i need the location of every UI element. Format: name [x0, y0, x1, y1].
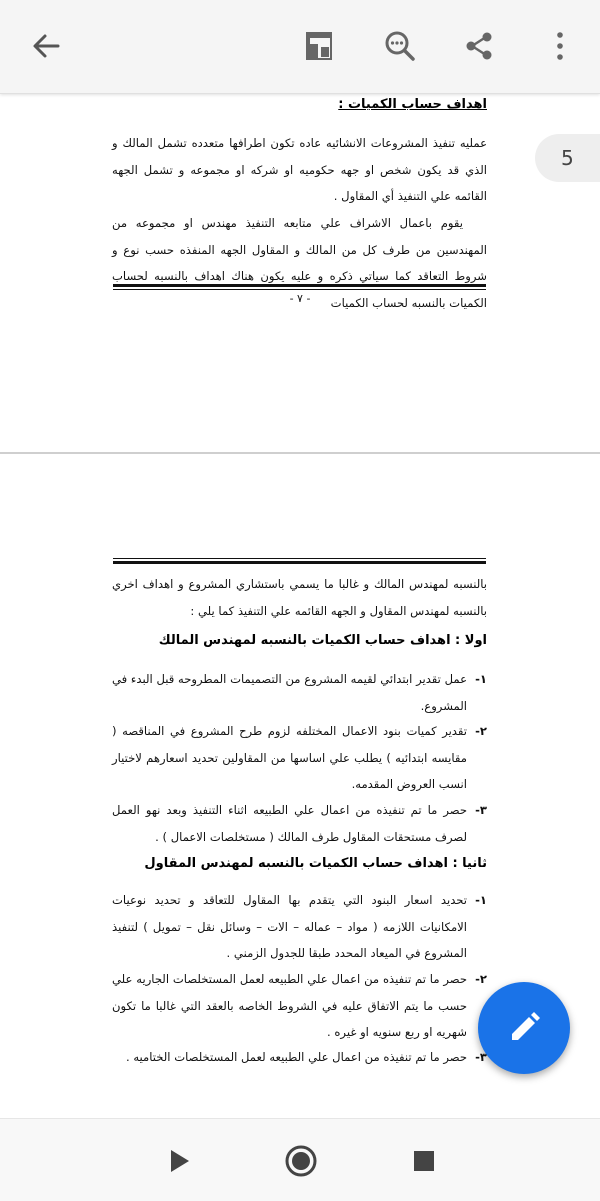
document-viewer[interactable]	[0, 94, 600, 1118]
item-number: ١-	[475, 672, 487, 686]
top-app-bar	[0, 0, 600, 94]
item-text: حصر ما تم تنفيذه من اعمال علي الطبيعه لعمل المستخلصات الختاميه .	[125, 1050, 467, 1064]
page-indicator[interactable]: 5	[535, 134, 600, 182]
page1-paragraph-1: عمليه تنفيذ المشروعات الانشائيه عاده تكون اطرافها متعدده تشمل المالك و الذي قد يكون شخص او جهه حكوميه او شركه او مجموعه و تشمل الجهه القائمه علي التنفيذ أي المقاول .	[112, 136, 487, 203]
share-icon	[463, 30, 495, 62]
section1-item-1	[112, 666, 487, 719]
item-number: ٣-	[475, 1050, 487, 1064]
item-number: ٢-	[475, 972, 487, 986]
search-in-document-button[interactable]	[376, 22, 424, 70]
system-navigation-bar	[0, 1118, 600, 1201]
section1-title: اولا : اهداف حساب الكميات بالنسبه لمهندس المالك	[158, 633, 487, 648]
section1-item-3	[112, 797, 487, 850]
layout-button[interactable]	[295, 22, 343, 70]
page1-footer-rule	[113, 284, 486, 287]
document-layout-icon	[304, 30, 334, 62]
page2-header-rule-thin	[113, 558, 486, 559]
item-text: حصر ما تم تنفيذه من اعمال علي الطبيعه لعمل المستخلصات الجاريه علي حسب ما يتم الاتفاق عليه في الشروط الخاصه بالعقد التي غالبا ما تكون شهريه او ربع سنويه او غيره .	[112, 972, 467, 1039]
section1-item-2	[112, 718, 487, 798]
section2-item-2	[112, 966, 487, 1046]
pdf-page-1	[0, 94, 600, 452]
page2-intro: بالنسبه لمهندس المالك و غالبا ما يسمي باستشاري المشروع و اهداف اخري بالنسبه لمهندس المقاول و الجهه القائمه علي التنفيذ كما يلي :	[112, 577, 487, 618]
search-in-document-icon	[383, 29, 417, 63]
item-text: حصر ما تم تنفيذه من اعمال علي الطبيعه اثناء التنفيذ وبعد نهو العمل لصرف مستحقات المقاول طرف المالك ( مستخلصات الاعمال ) .	[112, 803, 467, 844]
page1-footer-rule-thin	[113, 289, 486, 290]
page1-page-number: - ٧ -	[289, 292, 311, 305]
item-text: تقدير كميات بنود الاعمال المختلفه لزوم طرح المشروع في المناقصه ( مقايسه ابتدائيه ) يطلب علي اساسها من المقاولين تحديد اسعارهم لاختيار انسب العروض المقدمه.	[112, 724, 467, 791]
home-button[interactable]	[277, 1137, 325, 1185]
item-text: عمل تقدير ابتدائي لقيمه المشروع من التصميمات المطروحه قبل البدء في المشروع.	[112, 672, 467, 713]
square-recents-icon	[412, 1149, 436, 1173]
section2-title: ثانيا : اهداف حساب الكميات بالنسبه لمهندس المقاول	[144, 856, 487, 871]
page1-heading: اهداف حساب الكميات :	[338, 97, 487, 112]
share-button[interactable]	[455, 22, 503, 70]
item-number: ١-	[475, 893, 487, 907]
recents-button[interactable]	[400, 1137, 448, 1185]
section2-item-1	[112, 887, 487, 967]
edit-fab-button[interactable]	[478, 982, 570, 1074]
play-button[interactable]	[155, 1137, 203, 1185]
item-text: تحديد اسعار البنود التي يتقدم بها المقاول للتعاقد و تحديد نوعيات الامكانيات اللازمه ( مواد – عماله – الات – وسائل نقل – تمويل ) لتنفيذ المشروع في الميعاد المحدد طبقا للجدول الزمني .	[112, 893, 467, 960]
arrow-back-icon	[30, 30, 62, 62]
play-icon	[167, 1148, 191, 1174]
section2-item-3	[112, 1044, 487, 1071]
home-circle-icon	[284, 1144, 318, 1178]
item-number: ٣-	[475, 803, 487, 817]
back-button[interactable]	[22, 22, 70, 70]
edit-pencil-icon	[504, 1008, 544, 1048]
item-number: ٢-	[475, 724, 487, 738]
more-vertical-icon	[554, 30, 566, 62]
page1-paragraph-2: يقوم باعمال الاشراف علي متابعه التنفيذ مهندس او مجموعه من المهندسين من طرف كل من المالك و المقاول الجهه المنفذه حسب نوع و شروط التعاقد كما سياتي ذكره و عليه يكون هناك اهداف بالنسبه لحساب الكميات بالنسبه لحساب الكميات	[112, 216, 487, 310]
page2-header-rule	[113, 561, 486, 564]
more-options-button[interactable]	[536, 22, 584, 70]
